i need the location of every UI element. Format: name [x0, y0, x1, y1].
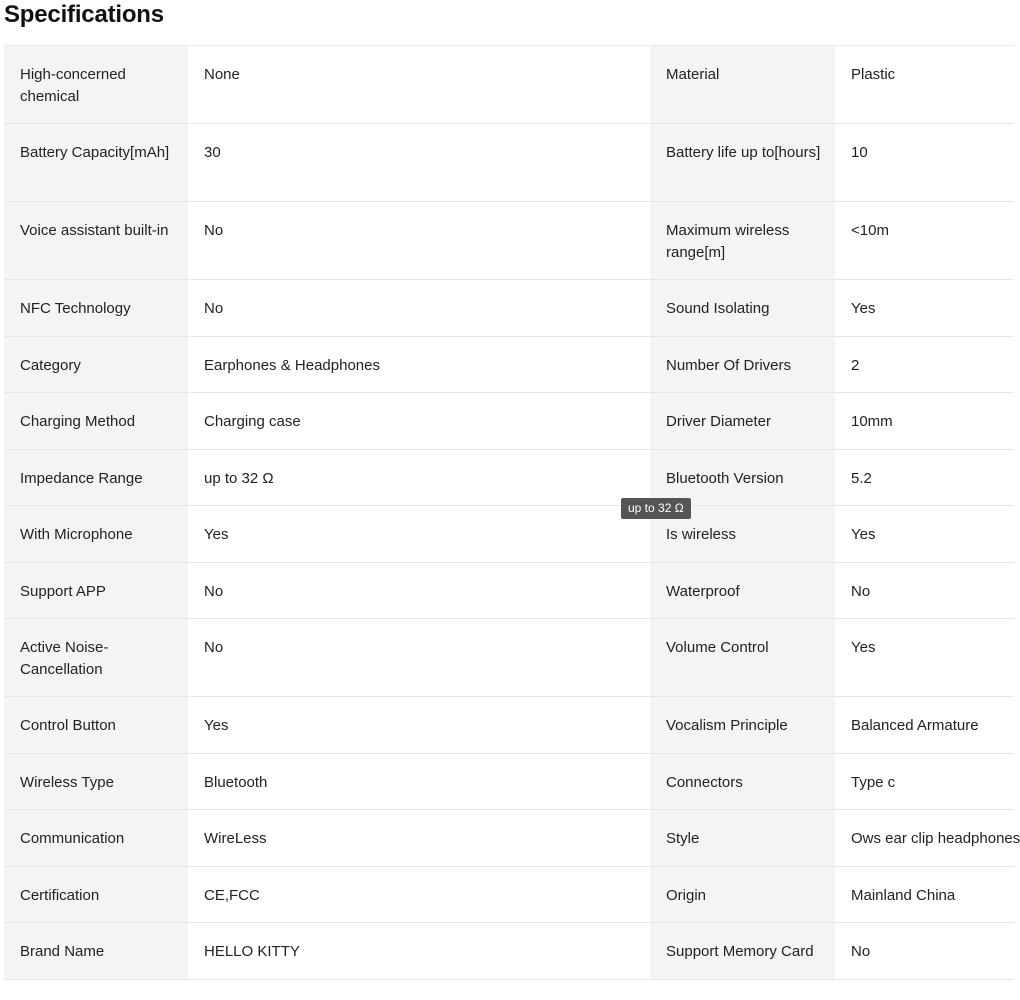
table-row — [4, 619, 1014, 697]
spec-value: Plastic — [835, 46, 1014, 123]
spec-value: Yes — [835, 506, 1014, 562]
table-row — [4, 124, 1014, 202]
spec-value: 30 — [188, 124, 650, 201]
table-row — [4, 393, 1014, 450]
spec-label: Control Button — [4, 697, 188, 753]
spec-value: No — [188, 280, 650, 336]
hover-tooltip: up to 32 Ω — [621, 498, 691, 519]
spec-label: Active Noise-Cancellation — [4, 619, 188, 696]
spec-label: Number Of Drivers — [650, 337, 835, 393]
spec-label: NFC Technology — [4, 280, 188, 336]
spec-value: Yes — [188, 506, 650, 562]
spec-label: Support Memory Card — [650, 923, 835, 979]
table-row — [4, 754, 1014, 811]
spec-label: Battery life up to[hours] — [650, 124, 835, 201]
spec-label: Volume Control — [650, 619, 835, 696]
spec-label: Category — [4, 337, 188, 393]
spec-label: Voice assistant built-in — [4, 202, 188, 279]
spec-value: Earphones & Headphones — [188, 337, 650, 393]
table-row — [4, 697, 1014, 754]
spec-label: Origin — [650, 867, 835, 923]
spec-value: Charging case — [188, 393, 650, 449]
spec-value: Type c — [835, 754, 1014, 810]
table-row — [4, 867, 1014, 924]
spec-value: No — [835, 563, 1014, 619]
table-row — [4, 202, 1014, 280]
spec-label: Maximum wireless range[m] — [650, 202, 835, 279]
spec-value: None — [188, 46, 650, 123]
table-row — [4, 280, 1014, 337]
table-row — [4, 563, 1014, 620]
spec-value: 10mm — [835, 393, 1014, 449]
spec-label: Support APP — [4, 563, 188, 619]
spec-label: Battery Capacity[mAh] — [4, 124, 188, 201]
table-row — [4, 923, 1014, 980]
spec-value: No — [188, 619, 650, 696]
spec-value: Ows ear clip headphones — [835, 810, 1014, 866]
table-row — [4, 810, 1020, 867]
spec-value: CE,FCC — [188, 867, 650, 923]
spec-label: Connectors — [650, 754, 835, 810]
spec-value: <10m — [835, 202, 1014, 279]
spec-label: Impedance Range — [4, 450, 188, 506]
spec-value: Balanced Armature — [835, 697, 1014, 753]
spec-label: Style — [650, 810, 835, 866]
spec-label: Is wireless — [650, 506, 835, 562]
table-row — [4, 46, 1014, 124]
spec-value: HELLO KITTY — [188, 923, 650, 979]
spec-label: Brand Name — [4, 923, 188, 979]
section-title: Specifications — [4, 1, 164, 28]
spec-label: Vocalism Principle — [650, 697, 835, 753]
spec-label: Sound Isolating — [650, 280, 835, 336]
spec-value: No — [835, 923, 1014, 979]
spec-label: Bluetooth Version — [650, 450, 835, 506]
spec-label: Charging Method — [4, 393, 188, 449]
table-row — [4, 337, 1014, 394]
spec-value: 5.2 — [835, 450, 1014, 506]
table-row — [4, 506, 1014, 563]
spec-value: 2 — [835, 337, 1014, 393]
spec-label: Material — [650, 46, 835, 123]
specifications-table — [4, 45, 1020, 980]
spec-value: No — [188, 202, 650, 279]
spec-value: up to 32 Ω — [188, 450, 650, 506]
spec-label: Wireless Type — [4, 754, 188, 810]
spec-value: Mainland China — [835, 867, 1014, 923]
spec-value: No — [188, 563, 650, 619]
spec-value: Yes — [835, 280, 1014, 336]
spec-label: Communication — [4, 810, 188, 866]
spec-value: WireLess — [188, 810, 650, 866]
spec-value: Yes — [835, 619, 1014, 696]
table-row — [4, 450, 1014, 507]
spec-value: Bluetooth — [188, 754, 650, 810]
spec-label: Certification — [4, 867, 188, 923]
spec-label: Driver Diameter — [650, 393, 835, 449]
spec-label: Waterproof — [650, 563, 835, 619]
spec-label: With Microphone — [4, 506, 188, 562]
spec-value: 10 — [835, 124, 1014, 201]
spec-label: High-concerned chemical — [4, 46, 188, 123]
spec-value: Yes — [188, 697, 650, 753]
